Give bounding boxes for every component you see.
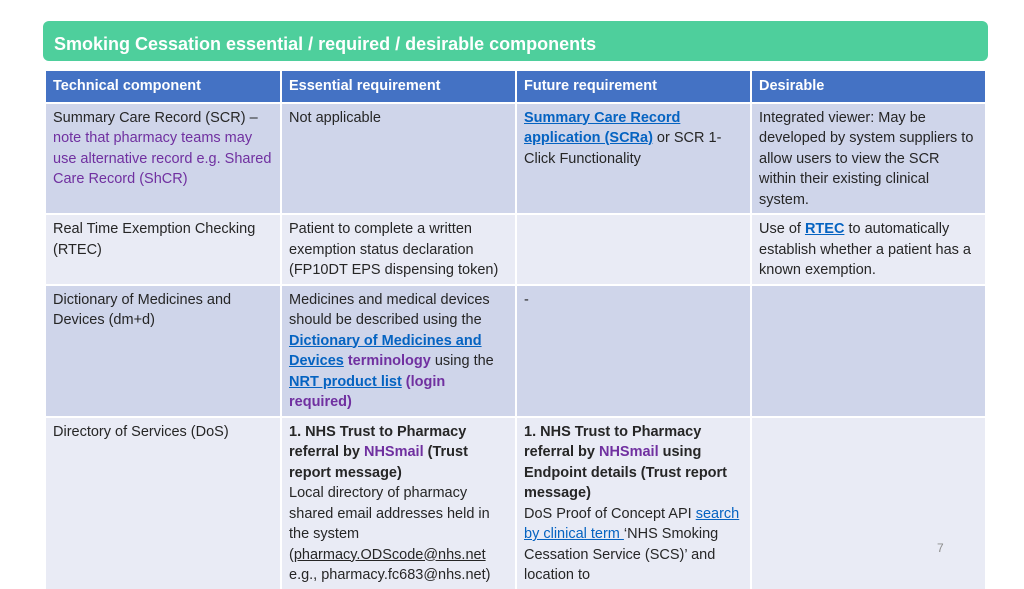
- slide-title: Smoking Cessation essential / required / desirable components: [54, 34, 597, 54]
- dos-component-text: Directory of Services (DoS): [53, 423, 229, 440]
- rtec-desirable-pre: Use of: [759, 221, 805, 237]
- dmd-link[interactable]: Dictionary of Medicines and Devices: [289, 332, 482, 369]
- dmd-component-text: Dictionary of Medicines and Devices (dm+d): [53, 291, 232, 328]
- scr-desirable-text: Integrated viewer: May be developed by system suppliers to allow users to view the SCR within their existing clinical system.: [759, 109, 974, 208]
- dos-essential-text: Local directory of pharmacy shared email addresses held in the system: [289, 485, 490, 542]
- cell-scr-future: [516, 103, 751, 215]
- cell-rtec-essential: [281, 214, 516, 285]
- rtec-essential-text: Patient to complete a written exemption status declaration (FP10DT EPS dispensing token): [289, 221, 499, 278]
- dos-future-nhsmail: NHSmail: [598, 444, 659, 460]
- table-row-dos: [46, 417, 985, 589]
- dos-essential-bold-2: (Trust report message): [289, 444, 468, 481]
- dos-email-template: pharmacy.ODScode@nhs.net: [293, 546, 486, 563]
- dos-essential-paren: (: [289, 546, 294, 563]
- cell-rtec-desirable: [751, 214, 985, 285]
- scra-link[interactable]: Summary Care Record application (SCRa): [524, 109, 681, 146]
- components-table: [46, 71, 985, 589]
- dmd-essential-mid: using the: [430, 353, 494, 369]
- header-technical-component: Technical component: [46, 71, 281, 103]
- scr-component-text: Summary Care Record (SCR) –: [53, 109, 258, 126]
- header-desirable: Desirable: [751, 71, 985, 103]
- table-header-row: [46, 71, 985, 103]
- cell-dos-future: [516, 417, 751, 589]
- search-by-clinical-term-link[interactable]: search by clinical term: [524, 505, 740, 542]
- dmd-login-required: (login required): [289, 373, 446, 410]
- cell-dmd-essential: [281, 285, 516, 417]
- cell-rtec-future: [516, 214, 751, 285]
- scr-essential-text: Not applicable: [289, 109, 381, 126]
- dos-email-example: e.g., pharmacy.fc683@nhs.net): [289, 567, 491, 583]
- cell-dos-desirable: [751, 417, 985, 589]
- dos-future-bold-2: using Endpoint details (Trust report message): [524, 444, 728, 501]
- dmd-future-text: -: [524, 291, 529, 308]
- cell-dmd-desirable: [751, 285, 985, 417]
- nrt-product-list-link[interactable]: NRT product list: [289, 373, 402, 390]
- dos-future-text-2: ‘NHS Smoking Cessation Service (SCS)’ and location to: [524, 526, 719, 583]
- scr-future-text: or SCR 1-Click Functionality: [524, 130, 722, 167]
- rtec-component-text: Real Time Exemption Checking (RTEC): [53, 221, 256, 258]
- cell-rtec-component: [46, 214, 281, 285]
- rtec-desirable-post: to automatically establish whether a patient has a known exemption.: [759, 221, 971, 278]
- dos-essential-nhsmail: NHSmail: [363, 444, 424, 460]
- dos-essential-bold-1: 1. NHS Trust to Pharmacy referral by: [289, 423, 467, 460]
- title-banner: [43, 21, 988, 61]
- cell-dmd-future: [516, 285, 751, 417]
- page-number: 7: [937, 541, 944, 555]
- table-row-rtec: [46, 214, 985, 285]
- dos-future-text-1: DoS Proof of Concept API: [524, 505, 696, 522]
- dmd-terminology-text: terminology: [343, 353, 431, 369]
- header-future-requirement: Future requirement: [516, 71, 751, 103]
- cell-dmd-component: [46, 285, 281, 417]
- dmd-essential-pre: Medicines and medical devices should be described using the: [289, 291, 490, 328]
- header-essential-requirement: Essential requirement: [281, 71, 516, 103]
- cell-dos-essential: [281, 417, 516, 589]
- table-row-dmd: [46, 285, 985, 417]
- table-row-scr: [46, 103, 985, 215]
- cell-scr-component: [46, 103, 281, 215]
- scr-component-note: note that pharmacy teams may use alternative record e.g. Shared Care Record (ShCR): [53, 130, 272, 187]
- dos-future-bold-1: 1. NHS Trust to Pharmacy referral by: [524, 423, 702, 460]
- cell-scr-desirable: [751, 103, 985, 215]
- rtec-link[interactable]: RTEC: [804, 221, 845, 237]
- cell-scr-essential: [281, 103, 516, 215]
- cell-dos-component: [46, 417, 281, 589]
